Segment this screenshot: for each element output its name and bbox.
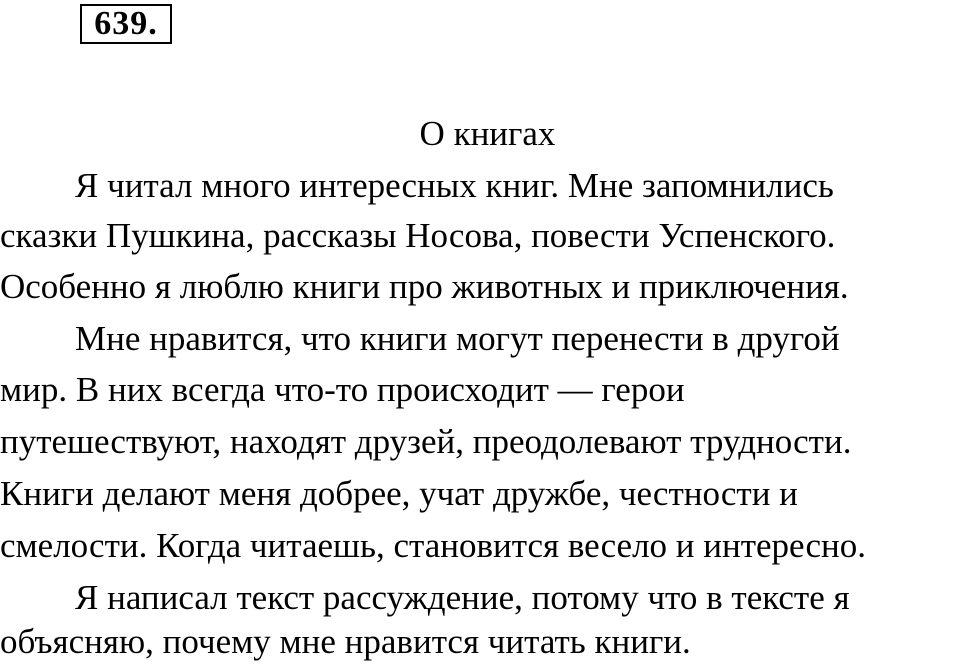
task-number: 639.	[80, 4, 172, 44]
text-line: путешествуют, находят друзей, преодолевают трудности.	[0, 422, 852, 461]
text-line: Я читал много интересных книг. Мне запомнились	[75, 166, 834, 205]
text-line: Особенно я люблю книги про животных и приключения.	[0, 267, 849, 306]
text-line: сказки Пушкина, рассказы Носова, повести Успенского.	[0, 216, 836, 255]
text-line: объясняю, почему мне нравится читать книги.	[0, 622, 691, 661]
document-title: О книгах	[419, 114, 556, 153]
text-line: Я написал текст рассуждение, потому что в тексте я	[75, 578, 850, 617]
text-line: смелости. Когда читаешь, становится весело и интересно.	[0, 526, 866, 565]
text-line: Мне нравится, что книги могут перенести в другой	[75, 319, 840, 358]
text-line: Книги делают меня добрее, учат дружбе, честности и	[0, 474, 798, 513]
text-line: мир. В них всегда что-то происходит — герои	[0, 370, 685, 409]
